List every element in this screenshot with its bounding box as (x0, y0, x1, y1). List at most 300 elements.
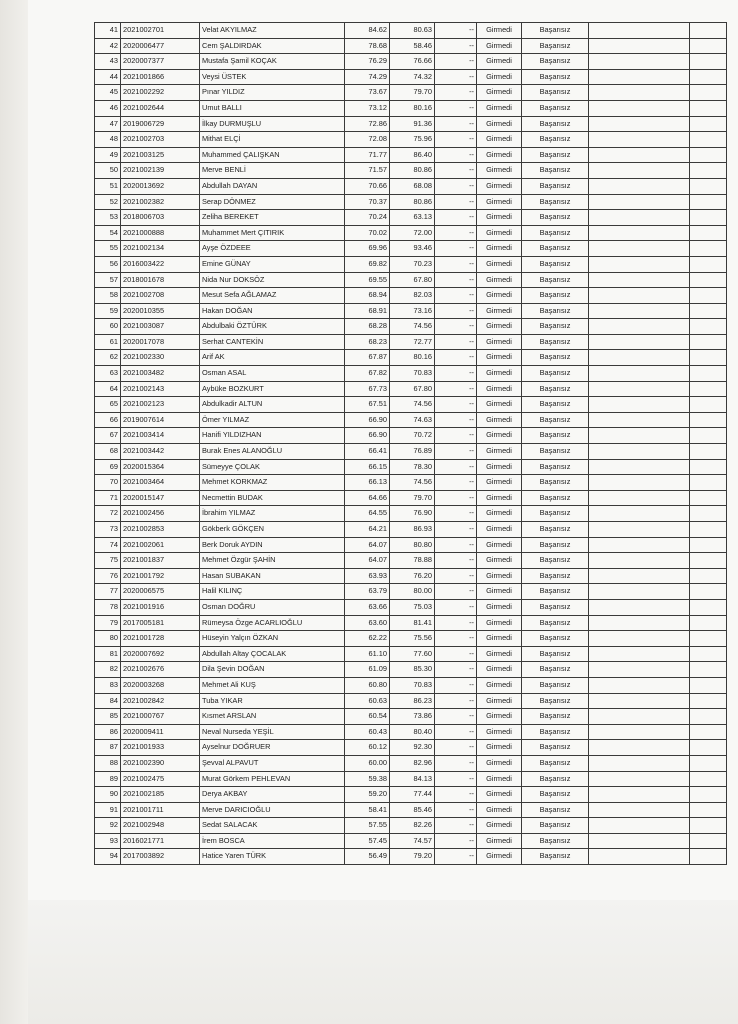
student-id: 2021002123 (121, 397, 200, 413)
score-2: 74.63 (390, 412, 435, 428)
exam-entry-status: Girmedi (477, 241, 522, 257)
empty-cell (690, 381, 727, 397)
score-1: 68.28 (345, 319, 390, 335)
score-1: 61.10 (345, 646, 390, 662)
result-status: Başarısız (522, 132, 589, 148)
empty-cell (589, 116, 690, 132)
score-2: 93.46 (390, 241, 435, 257)
empty-cell (690, 272, 727, 288)
score-1: 67.73 (345, 381, 390, 397)
row-number: 70 (95, 475, 121, 491)
row-number: 93 (95, 833, 121, 849)
empty-cell (690, 444, 727, 460)
score-1: 67.87 (345, 350, 390, 366)
result-status: Başarısız (522, 100, 589, 116)
student-id: 2021002948 (121, 818, 200, 834)
student-id: 2021002853 (121, 522, 200, 538)
score-1: 70.66 (345, 178, 390, 194)
empty-cell (589, 553, 690, 569)
table-row (95, 646, 727, 662)
student-name: Ayselnur DOĞRUER (200, 740, 345, 756)
empty-cell (589, 288, 690, 304)
row-number: 58 (95, 288, 121, 304)
empty-cell (589, 69, 690, 85)
empty-cell (589, 381, 690, 397)
empty-score: -- (435, 194, 477, 210)
exam-entry-status: Girmedi (477, 849, 522, 865)
student-name: Hasan SUBAKAN (200, 568, 345, 584)
empty-score: -- (435, 693, 477, 709)
empty-cell (690, 802, 727, 818)
score-1: 63.93 (345, 568, 390, 584)
student-name: Emine GÜNAY (200, 256, 345, 272)
student-id: 2021002390 (121, 755, 200, 771)
score-2: 91.36 (390, 116, 435, 132)
table-row (95, 584, 727, 600)
score-2: 74.32 (390, 69, 435, 85)
student-name: Muhammet Mert ÇITIRIK (200, 225, 345, 241)
row-number: 81 (95, 646, 121, 662)
table-row (95, 724, 727, 740)
score-2: 78.30 (390, 459, 435, 475)
table-row (95, 147, 727, 163)
exam-entry-status: Girmedi (477, 397, 522, 413)
row-number: 87 (95, 740, 121, 756)
student-id: 2021000888 (121, 225, 200, 241)
row-number: 47 (95, 116, 121, 132)
student-id: 2020015364 (121, 459, 200, 475)
row-number: 73 (95, 522, 121, 538)
row-number: 74 (95, 537, 121, 553)
row-number: 41 (95, 23, 121, 39)
row-number: 59 (95, 303, 121, 319)
exam-entry-status: Girmedi (477, 740, 522, 756)
student-id: 2021002292 (121, 85, 200, 101)
table-row (95, 303, 727, 319)
exam-entry-status: Girmedi (477, 366, 522, 382)
exam-entry-status: Girmedi (477, 475, 522, 491)
empty-cell (690, 303, 727, 319)
exam-entry-status: Girmedi (477, 755, 522, 771)
student-name: Mehmet KORKMAZ (200, 475, 345, 491)
score-2: 79.70 (390, 85, 435, 101)
student-name: Arif AK (200, 350, 345, 366)
student-id: 2021003464 (121, 475, 200, 491)
result-status: Başarısız (522, 334, 589, 350)
score-2: 73.86 (390, 709, 435, 725)
exam-entry-status: Girmedi (477, 100, 522, 116)
empty-score: -- (435, 677, 477, 693)
score-2: 86.23 (390, 693, 435, 709)
result-status: Başarısız (522, 444, 589, 460)
student-id: 2020017078 (121, 334, 200, 350)
row-number: 84 (95, 693, 121, 709)
table-row (95, 256, 727, 272)
exam-entry-status: Girmedi (477, 787, 522, 803)
student-name: Merve BENLİ (200, 163, 345, 179)
score-1: 59.20 (345, 787, 390, 803)
empty-score: -- (435, 599, 477, 615)
empty-cell (690, 631, 727, 647)
table-row (95, 194, 727, 210)
empty-cell (589, 490, 690, 506)
table-row (95, 163, 727, 179)
result-status: Başarısız (522, 631, 589, 647)
exam-entry-status: Girmedi (477, 334, 522, 350)
table-row (95, 225, 727, 241)
empty-cell (690, 366, 727, 382)
empty-cell (589, 38, 690, 54)
empty-cell (690, 194, 727, 210)
exam-entry-status: Girmedi (477, 256, 522, 272)
score-1: 61.09 (345, 662, 390, 678)
student-name: Abdulbaki ÖZTÜRK (200, 319, 345, 335)
exam-entry-status: Girmedi (477, 522, 522, 538)
score-2: 76.90 (390, 506, 435, 522)
table-row (95, 54, 727, 70)
student-id: 2017003892 (121, 849, 200, 865)
result-status: Başarısız (522, 288, 589, 304)
result-status: Başarısız (522, 350, 589, 366)
table-row (95, 319, 727, 335)
empty-score: -- (435, 319, 477, 335)
result-status: Başarısız (522, 709, 589, 725)
empty-score: -- (435, 631, 477, 647)
score-2: 79.20 (390, 849, 435, 865)
result-status: Başarısız (522, 147, 589, 163)
score-2: 68.08 (390, 178, 435, 194)
score-2: 74.56 (390, 397, 435, 413)
score-2: 79.70 (390, 490, 435, 506)
exam-entry-status: Girmedi (477, 381, 522, 397)
score-2: 58.46 (390, 38, 435, 54)
row-number: 55 (95, 241, 121, 257)
result-status: Başarısız (522, 677, 589, 693)
empty-cell (690, 54, 727, 70)
empty-score: -- (435, 787, 477, 803)
empty-score: -- (435, 54, 477, 70)
score-2: 81.41 (390, 615, 435, 631)
score-1: 72.08 (345, 132, 390, 148)
student-id: 2021001866 (121, 69, 200, 85)
score-1: 74.29 (345, 69, 390, 85)
empty-cell (690, 288, 727, 304)
score-2: 72.77 (390, 334, 435, 350)
table-row (95, 334, 727, 350)
score-1: 66.13 (345, 475, 390, 491)
student-id: 2019006729 (121, 116, 200, 132)
score-1: 78.68 (345, 38, 390, 54)
empty-cell (589, 677, 690, 693)
row-number: 45 (95, 85, 121, 101)
table-row (95, 787, 727, 803)
student-id: 2021002644 (121, 100, 200, 116)
student-name: İrem BOSCA (200, 833, 345, 849)
empty-score: -- (435, 459, 477, 475)
table-row (95, 288, 727, 304)
result-status: Başarısız (522, 23, 589, 39)
score-2: 75.56 (390, 631, 435, 647)
empty-score: -- (435, 272, 477, 288)
score-2: 85.30 (390, 662, 435, 678)
exam-entry-status: Girmedi (477, 537, 522, 553)
empty-score: -- (435, 771, 477, 787)
score-2: 77.60 (390, 646, 435, 662)
empty-score: -- (435, 553, 477, 569)
empty-cell (690, 818, 727, 834)
exam-entry-status: Girmedi (477, 584, 522, 600)
table-row (95, 132, 727, 148)
score-1: 66.15 (345, 459, 390, 475)
student-name: Abdulkadir ALTUN (200, 397, 345, 413)
score-1: 70.37 (345, 194, 390, 210)
table-row (95, 802, 727, 818)
table-row (95, 272, 727, 288)
empty-cell (690, 522, 727, 538)
student-name: Necmettin BUDAK (200, 490, 345, 506)
score-1: 64.66 (345, 490, 390, 506)
student-name: İbrahim YILMAZ (200, 506, 345, 522)
table-row (95, 38, 727, 54)
empty-score: -- (435, 646, 477, 662)
result-status: Başarısız (522, 241, 589, 257)
empty-score: -- (435, 334, 477, 350)
empty-cell (690, 412, 727, 428)
empty-cell (589, 428, 690, 444)
empty-cell (589, 537, 690, 553)
empty-score: -- (435, 724, 477, 740)
student-id: 2021002703 (121, 132, 200, 148)
row-number: 53 (95, 210, 121, 226)
result-status: Başarısız (522, 522, 589, 538)
empty-cell (690, 397, 727, 413)
empty-score: -- (435, 412, 477, 428)
exam-entry-status: Girmedi (477, 350, 522, 366)
empty-cell (589, 631, 690, 647)
score-1: 69.55 (345, 272, 390, 288)
student-name: Serap DÖNMEZ (200, 194, 345, 210)
score-2: 76.66 (390, 54, 435, 70)
student-name: Mithat ELÇİ (200, 132, 345, 148)
score-2: 80.16 (390, 100, 435, 116)
empty-cell (690, 506, 727, 522)
results-table-body (95, 23, 727, 865)
row-number: 82 (95, 662, 121, 678)
result-status: Başarısız (522, 38, 589, 54)
table-row (95, 23, 727, 39)
student-id: 2021002708 (121, 288, 200, 304)
student-id: 2021002382 (121, 194, 200, 210)
exam-entry-status: Girmedi (477, 38, 522, 54)
exam-entry-status: Girmedi (477, 54, 522, 70)
table-row (95, 381, 727, 397)
student-name: Nida Nur DOKSÖZ (200, 272, 345, 288)
empty-cell (589, 662, 690, 678)
empty-cell (589, 771, 690, 787)
student-name: Berk Doruk AYDIN (200, 537, 345, 553)
score-2: 75.96 (390, 132, 435, 148)
student-id: 2017005181 (121, 615, 200, 631)
score-1: 59.38 (345, 771, 390, 787)
score-2: 80.40 (390, 724, 435, 740)
empty-score: -- (435, 132, 477, 148)
empty-cell (589, 272, 690, 288)
table-row (95, 693, 727, 709)
result-status: Başarısız (522, 163, 589, 179)
empty-score: -- (435, 116, 477, 132)
result-status: Başarısız (522, 381, 589, 397)
student-name: Velat AKYILMAZ (200, 23, 345, 39)
exam-entry-status: Girmedi (477, 147, 522, 163)
score-1: 57.45 (345, 833, 390, 849)
empty-cell (589, 693, 690, 709)
table-row (95, 709, 727, 725)
table-row (95, 568, 727, 584)
student-name: Mustafa Şamil KOÇAK (200, 54, 345, 70)
result-status: Başarısız (522, 818, 589, 834)
empty-cell (589, 412, 690, 428)
student-name: Veysi ÜSTEK (200, 69, 345, 85)
table-row (95, 100, 727, 116)
score-1: 58.41 (345, 802, 390, 818)
table-row (95, 178, 727, 194)
row-number: 88 (95, 755, 121, 771)
student-id: 2020009411 (121, 724, 200, 740)
student-name: Sedat SALACAK (200, 818, 345, 834)
empty-cell (589, 818, 690, 834)
result-status: Başarısız (522, 272, 589, 288)
student-id: 2021002143 (121, 381, 200, 397)
student-id: 2021002330 (121, 350, 200, 366)
row-number: 83 (95, 677, 121, 693)
row-number: 57 (95, 272, 121, 288)
score-1: 63.66 (345, 599, 390, 615)
student-name: Gökberk GÖKÇEN (200, 522, 345, 538)
empty-score: -- (435, 288, 477, 304)
score-1: 60.00 (345, 755, 390, 771)
empty-cell (690, 256, 727, 272)
student-id: 2021000767 (121, 709, 200, 725)
student-name: Murat Görkem PEHLEVAN (200, 771, 345, 787)
student-id: 2016021771 (121, 833, 200, 849)
score-1: 70.24 (345, 210, 390, 226)
empty-cell (589, 599, 690, 615)
empty-cell (690, 693, 727, 709)
student-name: Mehmet Ali KUŞ (200, 677, 345, 693)
exam-entry-status: Girmedi (477, 69, 522, 85)
score-2: 92.30 (390, 740, 435, 756)
empty-cell (690, 677, 727, 693)
empty-cell (589, 740, 690, 756)
student-name: Halil KILINÇ (200, 584, 345, 600)
exam-entry-status: Girmedi (477, 319, 522, 335)
score-2: 67.80 (390, 381, 435, 397)
score-1: 62.22 (345, 631, 390, 647)
student-name: Neval Nurseda YEŞİL (200, 724, 345, 740)
student-id: 2021002134 (121, 241, 200, 257)
empty-cell (589, 849, 690, 865)
table-row (95, 506, 727, 522)
table-row (95, 490, 727, 506)
row-number: 69 (95, 459, 121, 475)
result-status: Başarısız (522, 69, 589, 85)
empty-cell (589, 366, 690, 382)
empty-cell (690, 599, 727, 615)
student-id: 2021001916 (121, 599, 200, 615)
student-id: 2021002842 (121, 693, 200, 709)
empty-score: -- (435, 100, 477, 116)
score-1: 71.77 (345, 147, 390, 163)
student-id: 2021002139 (121, 163, 200, 179)
student-name: Kısmet ARSLAN (200, 709, 345, 725)
score-2: 80.63 (390, 23, 435, 39)
empty-cell (690, 490, 727, 506)
score-2: 80.00 (390, 584, 435, 600)
row-number: 86 (95, 724, 121, 740)
empty-score: -- (435, 225, 477, 241)
exam-entry-status: Girmedi (477, 506, 522, 522)
student-id: 2020007377 (121, 54, 200, 70)
exam-entry-status: Girmedi (477, 272, 522, 288)
row-number: 62 (95, 350, 121, 366)
student-name: Burak Enes ALANOĞLU (200, 444, 345, 460)
score-1: 73.67 (345, 85, 390, 101)
student-name: Muhammed ÇALIŞKAN (200, 147, 345, 163)
empty-cell (690, 350, 727, 366)
empty-cell (589, 23, 690, 39)
empty-score: -- (435, 818, 477, 834)
student-id: 2021001792 (121, 568, 200, 584)
score-2: 85.46 (390, 802, 435, 818)
score-2: 70.23 (390, 256, 435, 272)
empty-cell (589, 444, 690, 460)
empty-score: -- (435, 475, 477, 491)
score-1: 84.62 (345, 23, 390, 39)
row-number: 85 (95, 709, 121, 725)
table-row (95, 116, 727, 132)
exam-entry-status: Girmedi (477, 802, 522, 818)
row-number: 60 (95, 319, 121, 335)
score-1: 66.90 (345, 412, 390, 428)
empty-cell (690, 319, 727, 335)
student-id: 2021003125 (121, 147, 200, 163)
exam-entry-status: Girmedi (477, 693, 522, 709)
student-id: 2016003422 (121, 256, 200, 272)
row-number: 92 (95, 818, 121, 834)
exam-entry-status: Girmedi (477, 288, 522, 304)
exam-entry-status: Girmedi (477, 210, 522, 226)
row-number: 71 (95, 490, 121, 506)
table-row (95, 771, 727, 787)
empty-cell (589, 132, 690, 148)
student-name: Derya AKBAY (200, 787, 345, 803)
row-number: 89 (95, 771, 121, 787)
empty-score: -- (435, 568, 477, 584)
empty-cell (589, 210, 690, 226)
student-name: Hüseyin Yalçın ÖZKAN (200, 631, 345, 647)
score-2: 82.96 (390, 755, 435, 771)
student-id: 2020006575 (121, 584, 200, 600)
empty-cell (690, 553, 727, 569)
empty-cell (589, 459, 690, 475)
exam-entry-status: Girmedi (477, 646, 522, 662)
empty-cell (690, 69, 727, 85)
result-status: Başarısız (522, 849, 589, 865)
score-1: 71.57 (345, 163, 390, 179)
table-row (95, 522, 727, 538)
empty-cell (690, 241, 727, 257)
score-1: 60.80 (345, 677, 390, 693)
